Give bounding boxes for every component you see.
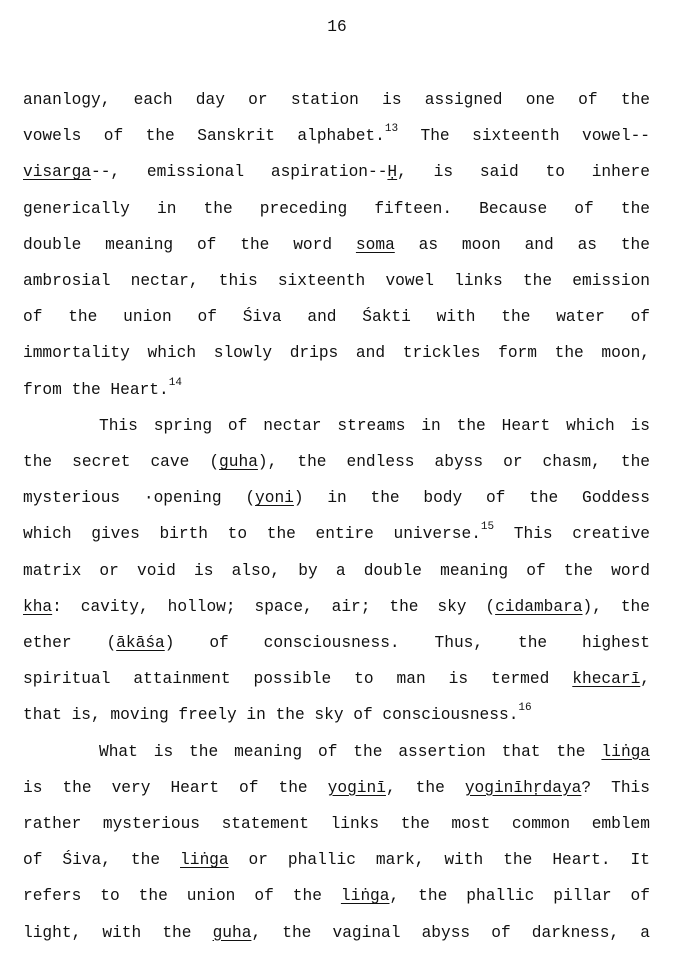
text-line	[99, 415, 650, 437]
underlined-term: khecarī	[572, 670, 641, 689]
text-line	[23, 777, 650, 799]
text-run: ), the endless abyss or chasm, the	[257, 453, 650, 471]
text-line	[23, 125, 650, 147]
underlined-term: ākāśa	[116, 634, 165, 652]
text-line	[23, 849, 650, 871]
text-run: This creative	[494, 525, 651, 544]
text-run: from the Heart.	[23, 380, 169, 399]
text-line	[23, 523, 650, 545]
text-run: ananlogy, each day or station is assigned one of the	[23, 91, 650, 109]
text-run: --, emissional aspiration--	[91, 163, 388, 182]
underlined-term: guha	[219, 453, 258, 471]
text-run: ), the	[582, 597, 650, 616]
text-run: spiritual attainment possible to man is termed	[23, 670, 573, 689]
text-run: What is the meaning of the assertion that the	[99, 742, 602, 761]
text-line	[23, 161, 650, 183]
text-run: , the vaginal abyss of darkness, a	[251, 923, 650, 942]
text-line	[99, 741, 650, 763]
text-run: of Śiva, the	[23, 851, 181, 870]
footnote-ref: 16	[518, 702, 532, 715]
text-line	[23, 632, 650, 654]
text-run: double meaning of the word	[23, 235, 356, 254]
underlined-term: liṅga	[601, 742, 650, 761]
text-run: vowels of the Sanskrit alphabet.	[23, 127, 385, 146]
text-run: refers to the union of the	[23, 887, 341, 906]
underlined-term: Ḥ	[387, 163, 398, 182]
text-line	[23, 376, 650, 401]
text-run: rather mysterious statement links the most common emblem	[23, 815, 650, 833]
text-line	[23, 487, 650, 509]
underlined-term: yoni	[255, 489, 294, 508]
text-line	[23, 451, 650, 473]
text-run: , the phallic pillar of	[389, 887, 650, 906]
underlined-term: cidambara	[495, 597, 583, 616]
underlined-term: yoginīhṛdaya	[464, 778, 582, 797]
text-run: as moon and as the	[394, 235, 650, 254]
text-run: light, with the	[23, 923, 213, 942]
text-run: ) of consciousness. Thus, the highest	[164, 634, 651, 652]
text-run: the secret cave (	[23, 453, 220, 471]
text-line	[23, 813, 650, 835]
footnote-ref: 14	[168, 376, 182, 389]
underlined-term: yoginī	[327, 778, 386, 797]
text-line	[23, 234, 650, 256]
underlined-term: guha	[212, 923, 252, 942]
page-number: 16	[327, 18, 347, 36]
text-line	[23, 560, 650, 582]
text-run: , is said to inhere	[397, 163, 650, 182]
text-run: is the very Heart of the	[23, 778, 328, 797]
underlined-term: liṅga	[340, 887, 390, 906]
underlined-term: soma	[355, 235, 395, 254]
text-line	[23, 922, 650, 944]
text-run: : cavity, hollow; space, air; the sky (	[52, 597, 496, 616]
text-run: ) in the body of the Goddess	[293, 489, 650, 508]
underlined-term: kha	[23, 597, 53, 616]
text-run: immortality which slowly drips and trickles form the moon,	[23, 344, 650, 363]
text-line	[23, 270, 650, 292]
footnote-ref: 13	[384, 123, 399, 136]
text-run: ,	[640, 670, 650, 689]
text-line	[23, 306, 650, 328]
text-run: mysterious ·opening (	[23, 489, 256, 508]
text-run: ambrosial nectar, this sixteenth vowel links the emission	[23, 272, 650, 290]
text-run: generically in the preceding fifteen. Because of the	[23, 199, 650, 218]
text-line	[23, 885, 650, 907]
text-run: that is, moving freely in the sky of consciousness.	[23, 706, 519, 725]
footnote-ref: 15	[480, 521, 495, 534]
text-line	[23, 596, 650, 618]
text-line	[23, 342, 650, 364]
text-run: which gives birth to the entire universe.	[23, 525, 481, 544]
text-run: The sixteenth vowel--	[398, 127, 650, 146]
underlined-term: visarga	[23, 163, 91, 182]
text-run: This spring of nectar streams in the Heart which is	[99, 416, 650, 435]
text-run: ? This	[581, 778, 650, 797]
text-line	[23, 198, 650, 220]
text-run: matrix or void is also, by a double meaning of the word	[23, 561, 650, 580]
underlined-term: liṅga	[180, 851, 229, 870]
text-run: , the	[385, 778, 465, 797]
text-line	[23, 668, 650, 690]
text-run: or phallic mark, with the Heart. It	[228, 851, 650, 870]
text-run: of the union of Śiva and Śakti with the water of	[23, 308, 650, 327]
text-line	[23, 89, 650, 111]
text-run: ether (	[23, 634, 117, 652]
text-line	[23, 704, 650, 726]
